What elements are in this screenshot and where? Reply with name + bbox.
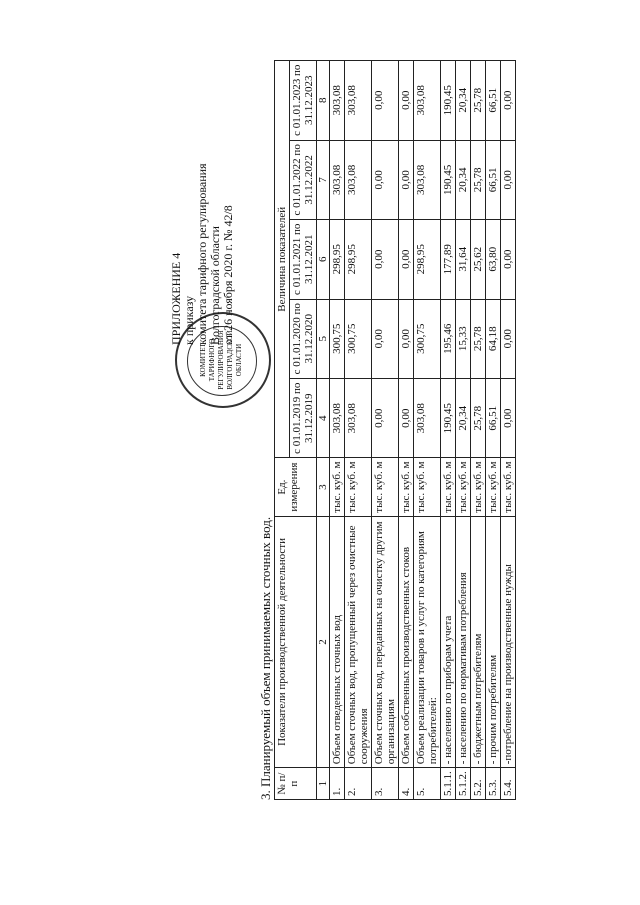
- row-indicator: - прочим потребителям: [486, 516, 501, 768]
- row-value: 0,00: [372, 220, 399, 299]
- row-number: 3.: [372, 768, 399, 800]
- row-indicator: Объем отведенных сточных вод: [330, 516, 345, 768]
- row-value: 190,45: [441, 61, 456, 141]
- seal-line: ОБЛАСТИ: [235, 343, 243, 377]
- table-row: [441, 61, 456, 800]
- row-value: 15,33: [456, 299, 471, 378]
- row-value: 300,75: [345, 299, 372, 378]
- row-value: 0,00: [372, 299, 399, 378]
- row-number: 5.: [414, 768, 441, 800]
- row-value: 0,00: [399, 299, 414, 378]
- row-unit: тыс. куб. м: [345, 458, 372, 516]
- table-row: [372, 61, 399, 800]
- row-value: 25,78: [471, 299, 486, 378]
- table-row: [330, 61, 345, 800]
- row-value: 25,78: [471, 379, 486, 458]
- row-value: 303,08: [330, 61, 345, 141]
- row-unit: тыс. куб. м: [372, 458, 399, 516]
- row-value: 0,00: [372, 61, 399, 141]
- table-row: [456, 61, 471, 800]
- column-index: 1: [317, 768, 330, 800]
- row-indicator: Объем реализации товаров и услуг по категориям потребителей:: [414, 516, 441, 768]
- column-index: 3: [317, 458, 330, 516]
- row-unit: тыс. куб. м: [486, 458, 501, 516]
- row-value: 20,34: [456, 379, 471, 458]
- row-value: 0,00: [399, 61, 414, 141]
- row-value: 298,95: [330, 220, 345, 299]
- seal-line: РЕГУЛИРОВАНИЯ: [217, 330, 225, 390]
- header-unit: Ед. измерения: [275, 458, 317, 516]
- table-row: [345, 61, 372, 800]
- header-period: с 01.01.2019 по 31.12.2019: [290, 379, 317, 458]
- rotated-document-page: [170, 64, 625, 800]
- column-index: 5: [317, 299, 330, 378]
- row-unit: тыс. куб. м: [330, 458, 345, 516]
- row-indicator: Объем собственных производственных стоков: [399, 516, 414, 768]
- row-value: 0,00: [501, 140, 516, 219]
- row-value: 0,00: [372, 140, 399, 219]
- header-no: № п/п: [275, 768, 317, 800]
- column-index: 4: [317, 379, 330, 458]
- header-period: с 01.01.2021 по 31.12.2021: [290, 220, 317, 299]
- row-value: 25,78: [471, 61, 486, 141]
- row-value: 0,00: [501, 61, 516, 141]
- row-value: 0,00: [399, 220, 414, 299]
- seal-line: ВОЛГОГРАДСКОЙ: [226, 330, 234, 390]
- appendix-title: ПРИЛОЖЕНИЕ 4: [169, 252, 183, 345]
- table-row: [471, 61, 486, 800]
- row-value: 66,51: [486, 140, 501, 219]
- row-number: 2.: [345, 768, 372, 800]
- row-value: 66,51: [486, 61, 501, 141]
- header-values-group: Величина показателей: [275, 61, 290, 459]
- row-unit: тыс. куб. м: [456, 458, 471, 516]
- row-unit: тыс. куб. м: [471, 458, 486, 516]
- row-value: 300,75: [330, 299, 345, 378]
- row-value: 20,34: [456, 140, 471, 219]
- row-value: 66,51: [486, 379, 501, 458]
- row-indicator: - населению по приборам учета: [441, 516, 456, 768]
- seal-line: КОМИТЕТ: [199, 343, 207, 377]
- row-value: 63,80: [486, 220, 501, 299]
- region-line: Волгоградской области: [208, 226, 222, 345]
- row-value: 177,89: [441, 220, 456, 299]
- row-value: 303,08: [414, 140, 441, 219]
- row-value: 303,08: [345, 140, 372, 219]
- row-value: 190,45: [441, 379, 456, 458]
- column-index: 2: [317, 516, 330, 768]
- row-unit: тыс. куб. м: [501, 458, 516, 516]
- row-number: 1.: [330, 768, 345, 800]
- water-volume-table: [274, 60, 516, 800]
- row-value: 0,00: [399, 140, 414, 219]
- row-value: 298,95: [414, 220, 441, 299]
- row-number: 4.: [399, 768, 414, 800]
- table-row: [486, 61, 501, 800]
- row-value: 0,00: [501, 379, 516, 458]
- column-index: 8: [317, 61, 330, 141]
- row-value: 303,08: [345, 379, 372, 458]
- committee-line: комитета тарифного регулирования: [195, 163, 209, 345]
- row-number: 5.1.2.: [456, 768, 471, 800]
- row-value: 31,64: [456, 220, 471, 299]
- row-indicator: -потребление на производственные нужды: [501, 516, 516, 768]
- appendix-header: [170, 55, 235, 345]
- header-period: с 01.01.2022 по 31.12.2022: [290, 140, 317, 219]
- row-indicator: Объем сточных вод, пропущенный через очистные сооружения: [345, 516, 372, 768]
- row-value: 20,34: [456, 61, 471, 141]
- row-value: 303,08: [345, 61, 372, 141]
- section-title: 3. Планируемый объем принимаемых сточных вод.: [258, 516, 273, 800]
- row-number: 5.2.: [471, 768, 486, 800]
- row-value: 195,46: [441, 299, 456, 378]
- row-value: 303,08: [414, 61, 441, 141]
- date-line: от 26 ноября 2020 г. № 42/8: [221, 205, 235, 345]
- row-value: 64,18: [486, 299, 501, 378]
- row-value: 25,78: [471, 140, 486, 219]
- header-period: с 01.01.2020 по 31.12.2020: [290, 299, 317, 378]
- table-row: [399, 61, 414, 800]
- column-index: 7: [317, 140, 330, 219]
- row-number: 5.1.1.: [441, 768, 456, 800]
- row-value: 303,08: [330, 140, 345, 219]
- row-value: 0,00: [501, 299, 516, 378]
- row-value: 25,62: [471, 220, 486, 299]
- column-index: 6: [317, 220, 330, 299]
- row-indicator: - бюджетным потребителям: [471, 516, 486, 768]
- header-indicator: Показатели производственной деятельности: [275, 516, 317, 768]
- seal-line: ТАРИФНОГО: [208, 338, 216, 382]
- row-number: 5.3.: [486, 768, 501, 800]
- row-value: 300,75: [414, 299, 441, 378]
- row-unit: тыс. куб. м: [414, 458, 441, 516]
- row-unit: тыс. куб. м: [441, 458, 456, 516]
- row-value: 0,00: [372, 379, 399, 458]
- row-indicator: - населению по нормативам потребления: [456, 516, 471, 768]
- row-value: 298,95: [345, 220, 372, 299]
- row-value: 190,45: [441, 140, 456, 219]
- row-value: 303,08: [414, 379, 441, 458]
- row-value: 0,00: [501, 220, 516, 299]
- row-indicator: Объем сточных вод, переданных на очистку другим организациям: [372, 516, 399, 768]
- row-value: 303,08: [330, 379, 345, 458]
- row-value: 0,00: [399, 379, 414, 458]
- table-row: [501, 61, 516, 800]
- row-number: 5.4.: [501, 768, 516, 800]
- table-header-row: [275, 61, 290, 800]
- table-row: [414, 61, 441, 800]
- order-line: к приказу: [182, 295, 196, 345]
- column-index-row: [317, 61, 330, 800]
- row-unit: тыс. куб. м: [399, 458, 414, 516]
- header-period: с 01.01.2023 по 31.12.2023: [290, 61, 317, 141]
